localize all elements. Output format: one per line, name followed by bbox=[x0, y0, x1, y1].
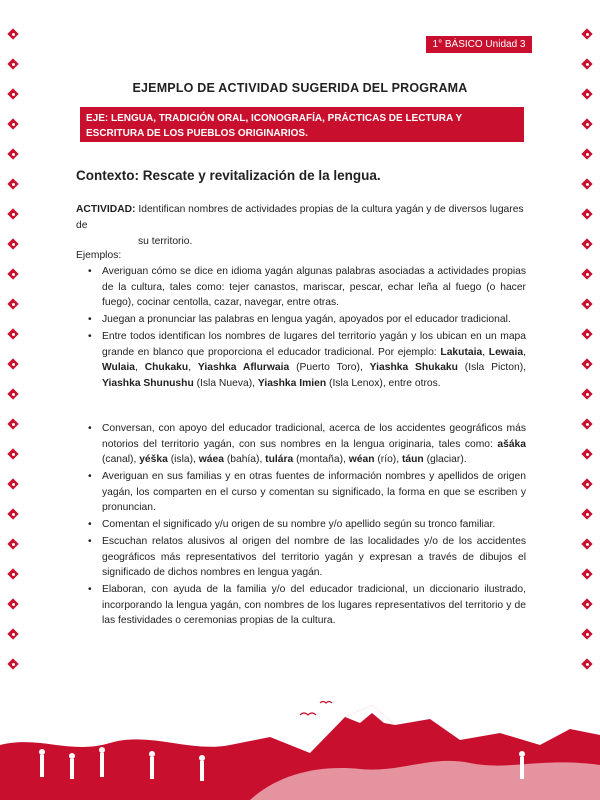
diamond-ornament-icon bbox=[583, 510, 591, 518]
diamond-ornament-icon bbox=[9, 300, 17, 308]
diamond-ornament-icon bbox=[583, 540, 591, 548]
diamond-ornament-icon bbox=[583, 240, 591, 248]
activity-label: ACTIVIDAD: bbox=[76, 204, 136, 215]
diamond-ornament-icon bbox=[9, 630, 17, 638]
list-item bbox=[76, 264, 526, 311]
list-item-text: Escuchan relatos alusivos al origen del nombre de las localidades y/o de los accidentes geográficos más representativos del territorio yagán y expresan a través de dibujos el significado de dichos nombres en lengua yagán. bbox=[102, 536, 526, 578]
examples-list-2 bbox=[76, 421, 526, 630]
diamond-ornament-icon bbox=[583, 630, 591, 638]
diamond-ornament-icon bbox=[583, 210, 591, 218]
page-title: EJEMPLO DE ACTIVIDAD SUGERIDA DEL PROGRAMA bbox=[132, 81, 468, 95]
place-name: Chukaku bbox=[144, 362, 189, 373]
yagan-word: ašáka bbox=[497, 438, 526, 450]
diamond-ornament-icon bbox=[583, 450, 591, 458]
list-item bbox=[76, 517, 526, 533]
place-name: Yiashka Imien bbox=[257, 377, 327, 389]
bullet: • bbox=[88, 331, 92, 342]
yagan-word: tulára bbox=[265, 454, 294, 465]
separator: , bbox=[523, 346, 526, 358]
separator: (Puerto Toro), bbox=[289, 362, 370, 373]
diamond-ornament-icon bbox=[583, 390, 591, 398]
diamond-ornament-icon bbox=[9, 360, 17, 368]
context-title: Contexto: Rescate y revitalización de la lengua. bbox=[76, 168, 381, 183]
place-name: Yiashka Shunushu bbox=[102, 377, 194, 389]
diamond-ornament-icon bbox=[583, 30, 591, 38]
diamond-ornament-icon bbox=[9, 390, 17, 398]
list-item-text: Elaboran, con ayuda de la familia y/o del educador tradicional, un diccionario ilustrado, incorporando la lengua yagán, con nombres de los lugares representativos del territorio y de las festividades o ceremonias propias de la cultura. bbox=[102, 584, 526, 626]
diamond-ornament-icon bbox=[583, 300, 591, 308]
activity-text-line1: Identifican nombres de actividades propias de la cultura yagán y de diversos lugares de bbox=[76, 204, 524, 231]
diamond-ornament-icon bbox=[583, 60, 591, 68]
list-item-text: Entre todos identifican los nombres de lugares del territorio yagán y los ubican en un mapa grande en blanco que proporciona el educador tradicional. Por ejemplo: bbox=[102, 331, 526, 358]
diamond-ornament-icon bbox=[583, 330, 591, 338]
separator: , bbox=[135, 362, 145, 373]
examples-list-1 bbox=[76, 264, 526, 393]
left-border-ornaments bbox=[6, 30, 20, 690]
separator: (glaciar). bbox=[423, 454, 467, 465]
list-item bbox=[76, 582, 526, 629]
activity-text-line2: su territorio. bbox=[138, 236, 193, 247]
diamond-ornament-icon bbox=[583, 600, 591, 608]
bullet: • bbox=[88, 314, 92, 325]
diamond-ornament-icon bbox=[583, 150, 591, 158]
diamond-ornament-icon bbox=[9, 660, 17, 668]
diamond-ornament-icon bbox=[9, 510, 17, 518]
yagan-word: wéan bbox=[348, 454, 375, 465]
grade-unit-badge: 1° BÁSICO Unidad 3 bbox=[426, 36, 532, 53]
landscape-illustration bbox=[0, 695, 600, 800]
separator: (canal), bbox=[102, 454, 140, 465]
diamond-ornament-icon bbox=[9, 570, 17, 578]
diamond-ornament-icon bbox=[9, 60, 17, 68]
diamond-ornament-icon bbox=[9, 420, 17, 428]
birds bbox=[300, 702, 332, 716]
bullet: • bbox=[88, 423, 92, 434]
activity-paragraph bbox=[76, 202, 526, 250]
diamond-ornament-icon bbox=[9, 330, 17, 338]
bullet: • bbox=[88, 536, 92, 547]
separator: (isla), bbox=[167, 454, 199, 465]
diamond-ornament-icon bbox=[9, 30, 17, 38]
bullet: • bbox=[88, 584, 92, 595]
place-name: Lakutaia bbox=[440, 346, 483, 358]
diamond-ornament-icon bbox=[9, 540, 17, 548]
list-item bbox=[76, 534, 526, 581]
list-item-text: Averiguan cómo se dice en idioma yagán algunas palabras asociadas a actividades propias de la cultura, tales como: tejer canastos, mariscar, pescar, echar leña al fuego (o hacer fuego), cocinar centolla, cazar, navegar, entre otras. bbox=[102, 266, 526, 308]
separator: (río), bbox=[374, 454, 402, 465]
list-item-text: Juegan a pronunciar las palabras en lengua yagán, apoyados por el educador tradicional. bbox=[102, 314, 511, 325]
place-name: Yiashka Shukaku bbox=[369, 362, 458, 373]
diamond-ornament-icon bbox=[583, 180, 591, 188]
place-name: Yiashka Aflurwaia bbox=[197, 362, 290, 373]
diamond-ornament-icon bbox=[9, 600, 17, 608]
diamond-ornament-icon bbox=[583, 270, 591, 278]
separator: , bbox=[188, 362, 198, 373]
bullet: • bbox=[88, 266, 92, 277]
list-item bbox=[76, 469, 526, 516]
diamond-ornament-icon bbox=[583, 360, 591, 368]
separator: , bbox=[482, 346, 489, 358]
list-item bbox=[76, 312, 526, 328]
diamond-ornament-icon bbox=[9, 210, 17, 218]
list-item bbox=[76, 421, 526, 468]
diamond-ornament-icon bbox=[9, 270, 17, 278]
list-item-text: Conversan, con apoyo del educador tradicional, acerca de los accidentes geográficos más notorios del territorio yagán, con sus nombres en la lengua originaria, tales como: bbox=[102, 423, 526, 450]
diamond-ornament-icon bbox=[583, 120, 591, 128]
yagan-word: yéška bbox=[139, 454, 168, 465]
yagan-word: táun bbox=[401, 454, 424, 465]
list-item-text: Averiguan en sus familias y en otras fuentes de información nombres y apellidos de origen yagán, los comparten en el curso y comentan su significado, la forma en que se escriben y pronuncian. bbox=[102, 471, 526, 513]
diamond-ornament-icon bbox=[9, 120, 17, 128]
diamond-ornament-icon bbox=[583, 570, 591, 578]
diamond-ornament-icon bbox=[583, 420, 591, 428]
separator: (Isla Picton), bbox=[457, 362, 526, 373]
separator: (bahía), bbox=[223, 454, 266, 465]
list-item-text: Comentan el significado y/u origen de su nombre y/o apellido según su tronco familiar. bbox=[102, 519, 496, 530]
axis-banner: EJE: LENGUA, TRADICIÓN ORAL, ICONOGRAFÍA, PRÁCTICAS DE LECTURA Y ESCRITURA DE LOS PUEBLOS ORIGINARIOS. bbox=[80, 107, 524, 142]
diamond-ornament-icon bbox=[9, 180, 17, 188]
diamond-ornament-icon bbox=[9, 450, 17, 458]
bullet: • bbox=[88, 519, 92, 530]
yagan-word: wáea bbox=[198, 454, 224, 465]
diamond-ornament-icon bbox=[9, 150, 17, 158]
place-name: Lewaia bbox=[488, 346, 524, 358]
place-name: Wulaia bbox=[102, 362, 135, 373]
list-item bbox=[76, 329, 526, 391]
separator: (montaña), bbox=[293, 454, 349, 465]
right-border-ornaments bbox=[580, 30, 594, 690]
separator: (Isla Nueva), bbox=[193, 377, 258, 389]
diamond-ornament-icon bbox=[9, 480, 17, 488]
diamond-ornament-icon bbox=[583, 660, 591, 668]
diamond-ornament-icon bbox=[9, 240, 17, 248]
diamond-ornament-icon bbox=[583, 480, 591, 488]
examples-label: Ejemplos: bbox=[76, 250, 122, 261]
bullet: • bbox=[88, 471, 92, 482]
separator: (Isla Lenox), entre otros. bbox=[326, 377, 441, 389]
